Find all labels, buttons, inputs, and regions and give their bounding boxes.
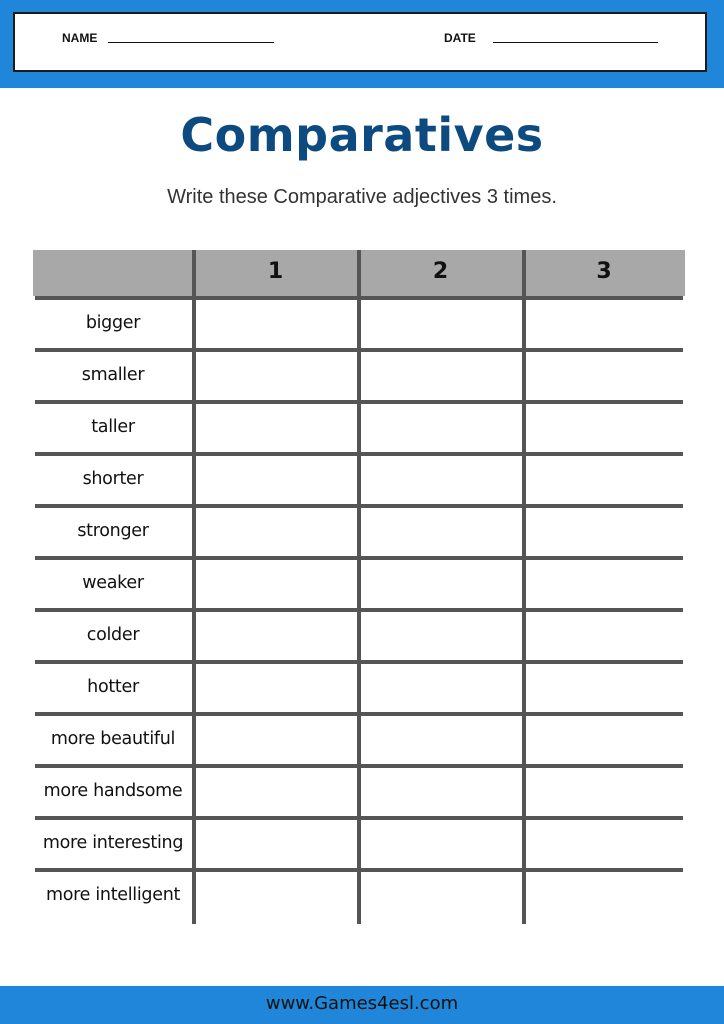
name-label: NAME (62, 31, 98, 45)
writing-cell-2[interactable] (361, 768, 522, 816)
writing-cell-2[interactable] (361, 456, 522, 504)
writing-cell-3[interactable] (526, 560, 684, 608)
writing-cell-2[interactable] (361, 716, 522, 764)
website-footer: www.Games4esl.com (265, 993, 459, 1014)
adjective-label: more interesting (42, 833, 184, 853)
writing-cell-1[interactable] (196, 716, 357, 764)
adjective-label: bigger (85, 313, 141, 333)
writing-cell-3[interactable] (526, 352, 684, 400)
writing-cell-2[interactable] (361, 404, 522, 452)
writing-cell-3[interactable] (526, 768, 684, 816)
column-header-1: 1 (267, 259, 284, 284)
writing-cell-3[interactable] (526, 612, 684, 660)
writing-cell-3[interactable] (526, 820, 684, 868)
adjective-label: more handsome (43, 781, 183, 801)
adjective-label: colder (86, 625, 140, 645)
writing-cell-1[interactable] (196, 612, 357, 660)
writing-cell-2[interactable] (361, 820, 522, 868)
writing-cell-1[interactable] (196, 664, 357, 712)
writing-cell-2[interactable] (361, 300, 522, 348)
adjective-label: smaller (81, 365, 145, 385)
adjective-label: stronger (77, 521, 149, 541)
adjective-label: shorter (82, 469, 144, 489)
writing-cell-1[interactable] (196, 456, 357, 504)
writing-cell-1[interactable] (196, 404, 357, 452)
adjective-label: more intelligent (45, 885, 181, 905)
writing-cell-2[interactable] (361, 612, 522, 660)
writing-cell-2[interactable] (361, 664, 522, 712)
date-label: DATE (444, 31, 476, 45)
column-header-3: 3 (596, 259, 612, 284)
instruction-text: Write these Comparative adjectives 3 times. (167, 186, 557, 208)
writing-cell-2[interactable] (361, 560, 522, 608)
writing-cell-1[interactable] (196, 872, 357, 920)
adjective-label: more beautiful (50, 729, 176, 749)
page-title: Comparatives (180, 108, 544, 162)
writing-cell-3[interactable] (526, 456, 684, 504)
adjective-label: weaker (82, 573, 144, 593)
writing-cell-2[interactable] (361, 508, 522, 556)
writing-cell-3[interactable] (526, 508, 684, 556)
writing-cell-1[interactable] (196, 352, 357, 400)
writing-cell-2[interactable] (361, 872, 522, 920)
adjective-label: hotter (87, 677, 139, 697)
writing-cell-2[interactable] (361, 352, 522, 400)
writing-cell-1[interactable] (196, 508, 357, 556)
writing-cell-1[interactable] (196, 560, 357, 608)
adjective-label: taller (91, 417, 135, 437)
column-header-2: 2 (432, 259, 449, 284)
writing-cell-3[interactable] (526, 300, 684, 348)
writing-cell-3[interactable] (526, 872, 684, 920)
writing-cell-3[interactable] (526, 716, 684, 764)
writing-cell-3[interactable] (526, 664, 684, 712)
writing-cell-3[interactable] (526, 404, 684, 452)
writing-cell-1[interactable] (196, 768, 357, 816)
writing-cell-1[interactable] (196, 820, 357, 868)
writing-cell-1[interactable] (196, 300, 357, 348)
